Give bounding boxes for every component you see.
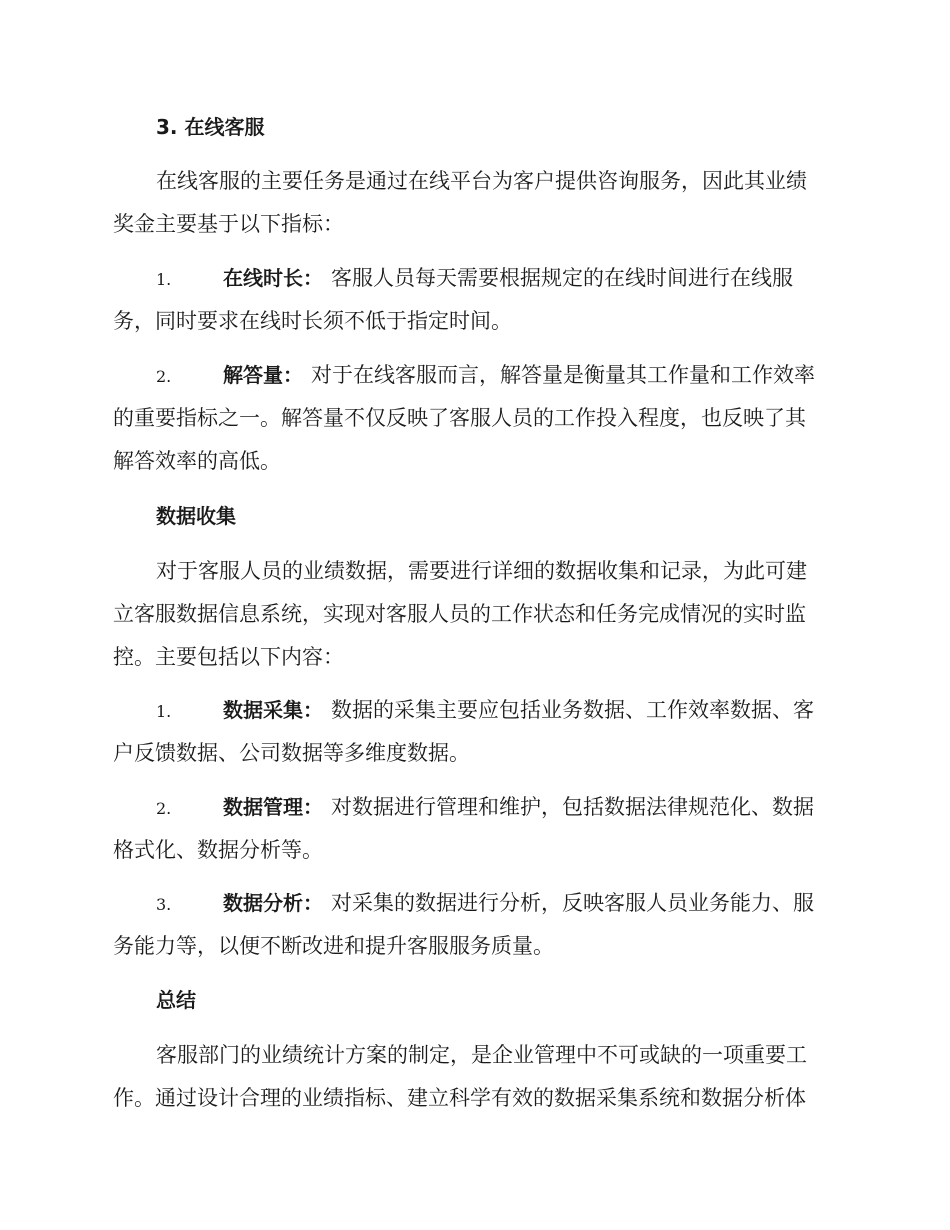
paragraph-line: 立客服数据信息系统，实现对客服人员的工作状态和任务完成情况的实时监: [113, 602, 806, 626]
list-number: 2.: [156, 799, 172, 818]
list-text: 对采集的数据进行分析，反映客服人员业务能力、服: [331, 891, 814, 915]
paragraph-line: 在线客服的主要任务是通过在线平台为客户提供咨询服务，因此其业绩: [156, 169, 807, 193]
paragraph-line: 作。通过设计合理的业绩指标、建立科学有效的数据采集系统和数据分析体: [113, 1086, 806, 1110]
list-item: [113, 689, 841, 775]
list-text-line: 户反馈数据、公司数据等多维度数据。: [113, 741, 470, 765]
paragraph-line: 客服部门的业绩统计方案的制定，是企业管理中不可或缺的一项重要工: [156, 1043, 807, 1067]
list-text-line: 务能力等，以便不断改进和提升客服服务质量。: [113, 934, 554, 958]
list-text-line: 格式化、数据分析等。: [113, 838, 323, 862]
summary-heading-block: [113, 979, 841, 1022]
list-term: 数据采集：: [223, 698, 323, 722]
section-heading: 数据收集: [156, 504, 236, 528]
section-heading: 总结: [156, 988, 196, 1012]
list-number: 3.: [156, 895, 172, 914]
summary-paragraph: [113, 1034, 841, 1120]
data-collection-heading-block: [113, 495, 841, 538]
list-text: 数据的采集主要应包括业务数据、工作效率数据、客: [331, 698, 814, 722]
list-text-line: 的重要指标之一。解答量不仅反映了客服人员的工作投入程度，也反映了其: [113, 406, 806, 430]
paragraph-line: 对于客服人员的业绩数据，需要进行详细的数据收集和记录，为此可建: [156, 559, 807, 583]
section-3-intro: [113, 160, 841, 246]
list-term: 解答量：: [223, 363, 303, 387]
list-item: [113, 354, 841, 483]
list-term: 数据管理：: [223, 795, 323, 819]
list-text: 客服人员每天需要根据规定的在线时间进行在线服: [331, 266, 793, 290]
paragraph-line: 奖金主要基于以下指标：: [113, 212, 344, 236]
section-3-heading-block: [113, 106, 841, 149]
list-number: 1.: [156, 702, 172, 721]
list-number: 2.: [156, 367, 172, 386]
list-text: 对数据进行管理和维护，包括数据法律规范化、数据: [331, 795, 814, 819]
list-text-line: 解答效率的高低。: [113, 449, 281, 473]
list-item: [113, 786, 841, 872]
list-number: 1.: [156, 270, 172, 289]
list-item: [113, 257, 841, 343]
list-text-line: 务，同时要求在线时长须不低于指定时间。: [113, 309, 512, 333]
section-heading: 3. 在线客服: [156, 115, 265, 139]
list-text: 对于在线客服而言，解答量是衡量其工作量和工作效率: [311, 363, 815, 387]
data-collection-intro: [113, 550, 841, 679]
list-item: [113, 882, 841, 968]
list-term: 在线时长：: [223, 266, 323, 290]
list-term: 数据分析：: [223, 891, 323, 915]
paragraph-line: 控。主要包括以下内容：: [113, 645, 344, 669]
